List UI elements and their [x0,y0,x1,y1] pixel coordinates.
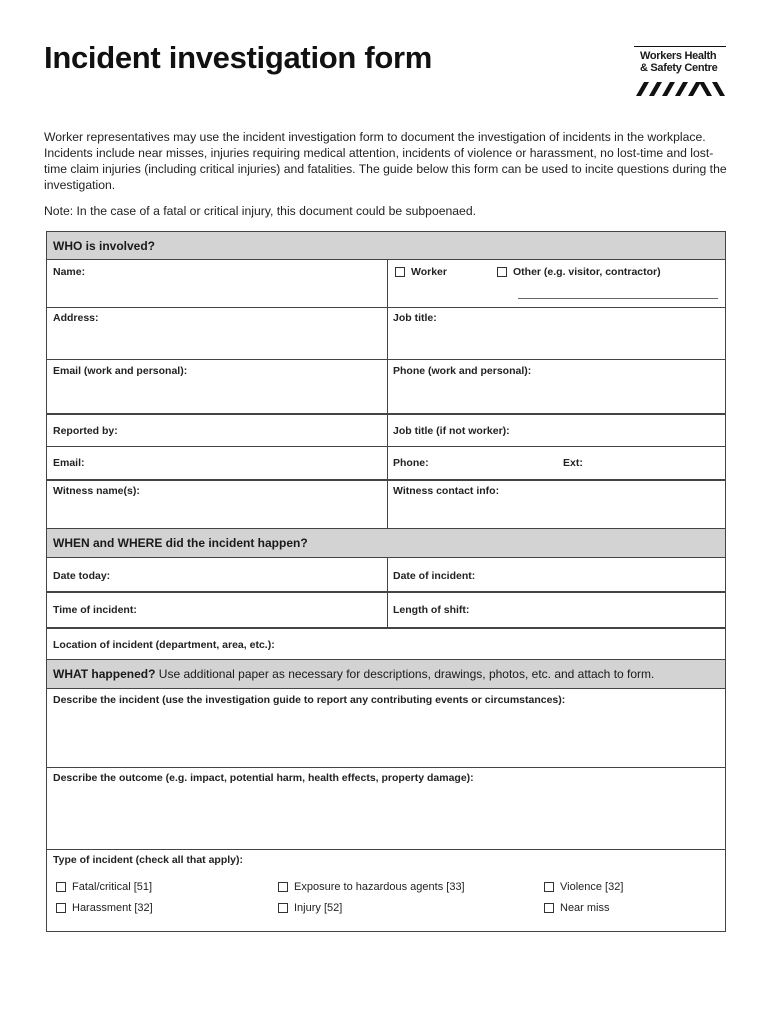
date-today-label: Date today: [53,570,111,582]
email-label: Email (work and personal): [53,365,188,377]
reported-by-label: Reported by: [53,425,118,437]
checkbox-icon [544,903,554,913]
what-header-bold: WHAT happened? [53,667,156,681]
logo-stripes-icon [634,80,726,96]
type-of-incident-label: Type of incident (check all that apply): [53,854,243,866]
date-incident-label: Date of incident: [393,570,476,582]
checkbox-icon [395,267,405,277]
divider [47,307,725,308]
describe-outcome-label: Describe the outcome (e.g. impact, potential harm, health effects, property damage): [53,772,474,784]
fatal-critical-label: Fatal/critical [51] [72,881,153,893]
intro-paragraph: Worker representatives may use the incident investigation form to document the investigation of incidents in the workplace. Incidents include near misses, injuries requiring medical attention, incidents of violence or harassment, no lost-time and lost-time claim injuries (including critical injuries) and fatalities. The guide below this form can be used to incite questions during the investigation. [44,130,727,192]
divider [47,359,725,360]
divider [47,413,725,415]
injury-checkbox[interactable] [278,902,342,914]
checkbox-icon [278,903,288,913]
checkbox-icon [56,903,66,913]
harassment-checkbox[interactable] [56,902,153,914]
address-label: Address: [53,312,99,324]
page-title: Incident investigation form [44,40,433,75]
who-header [47,232,725,260]
email2-label: Email: [53,457,85,469]
near-miss-checkbox[interactable] [544,902,610,914]
ext-label: Ext: [563,457,583,469]
when-header [47,528,725,558]
column-divider [387,558,388,628]
divider [47,446,725,447]
violence-checkbox[interactable] [544,881,623,893]
witness-names-label: Witness name(s): [53,485,140,497]
harassment-label: Harassment [32] [72,902,153,914]
divider [47,591,725,593]
divider [47,479,725,481]
checkbox-icon [56,882,66,892]
divider [47,849,725,850]
note-paragraph: Note: In the case of a fatal or critical injury, this document could be subpoenaed. [44,204,477,218]
exposure-checkbox[interactable] [278,881,465,893]
divider [47,627,725,629]
logo-rule [634,46,726,47]
other-specify-line[interactable] [518,298,718,299]
violence-label: Violence [32] [560,881,624,893]
witness-contact-label: Witness contact info: [393,485,500,497]
near-miss-label: Near miss [560,902,610,914]
other-label: Other (e.g. visitor, contractor) [513,266,661,278]
exposure-label: Exposure to hazardous agents [33] [294,881,465,893]
what-header [47,659,725,689]
time-incident-label: Time of incident: [53,604,137,616]
when-header-text: WHEN and WHERE did the incident happen? [53,536,308,550]
injury-label: Injury [52] [294,902,343,914]
checkbox-icon [497,267,507,277]
logo-line-2: & Safety Centre [640,62,718,74]
worker-checkbox[interactable] [395,266,447,278]
name-label: Name: [53,266,86,278]
length-shift-label: Length of shift: [393,604,470,616]
divider [47,767,725,768]
describe-incident-label: Describe the incident (use the investigation guide to report any contributing events or circumstances): [53,694,566,706]
checkbox-icon [544,882,554,892]
worker-label: Worker [411,266,447,278]
logo-text [640,50,717,74]
who-header-text: WHO is involved? [53,239,156,253]
column-divider [387,260,388,529]
location-label: Location of incident (department, area, etc.): [53,639,275,651]
phone2-label: Phone: [393,457,429,469]
phone-label: Phone (work and personal): [393,365,532,377]
incident-form [46,231,726,932]
checkbox-icon [278,882,288,892]
job-title-label: Job title: [393,312,437,324]
what-header-rest: Use additional paper as necessary for descriptions, drawings, photos, etc. and attach to form. [155,667,655,681]
logo [634,46,726,98]
other-checkbox[interactable] [497,266,661,278]
fatal-critical-checkbox[interactable] [56,881,152,893]
logo-line-1: Workers Health [640,50,717,62]
job-title-not-worker-label: Job title (if not worker): [393,425,510,437]
